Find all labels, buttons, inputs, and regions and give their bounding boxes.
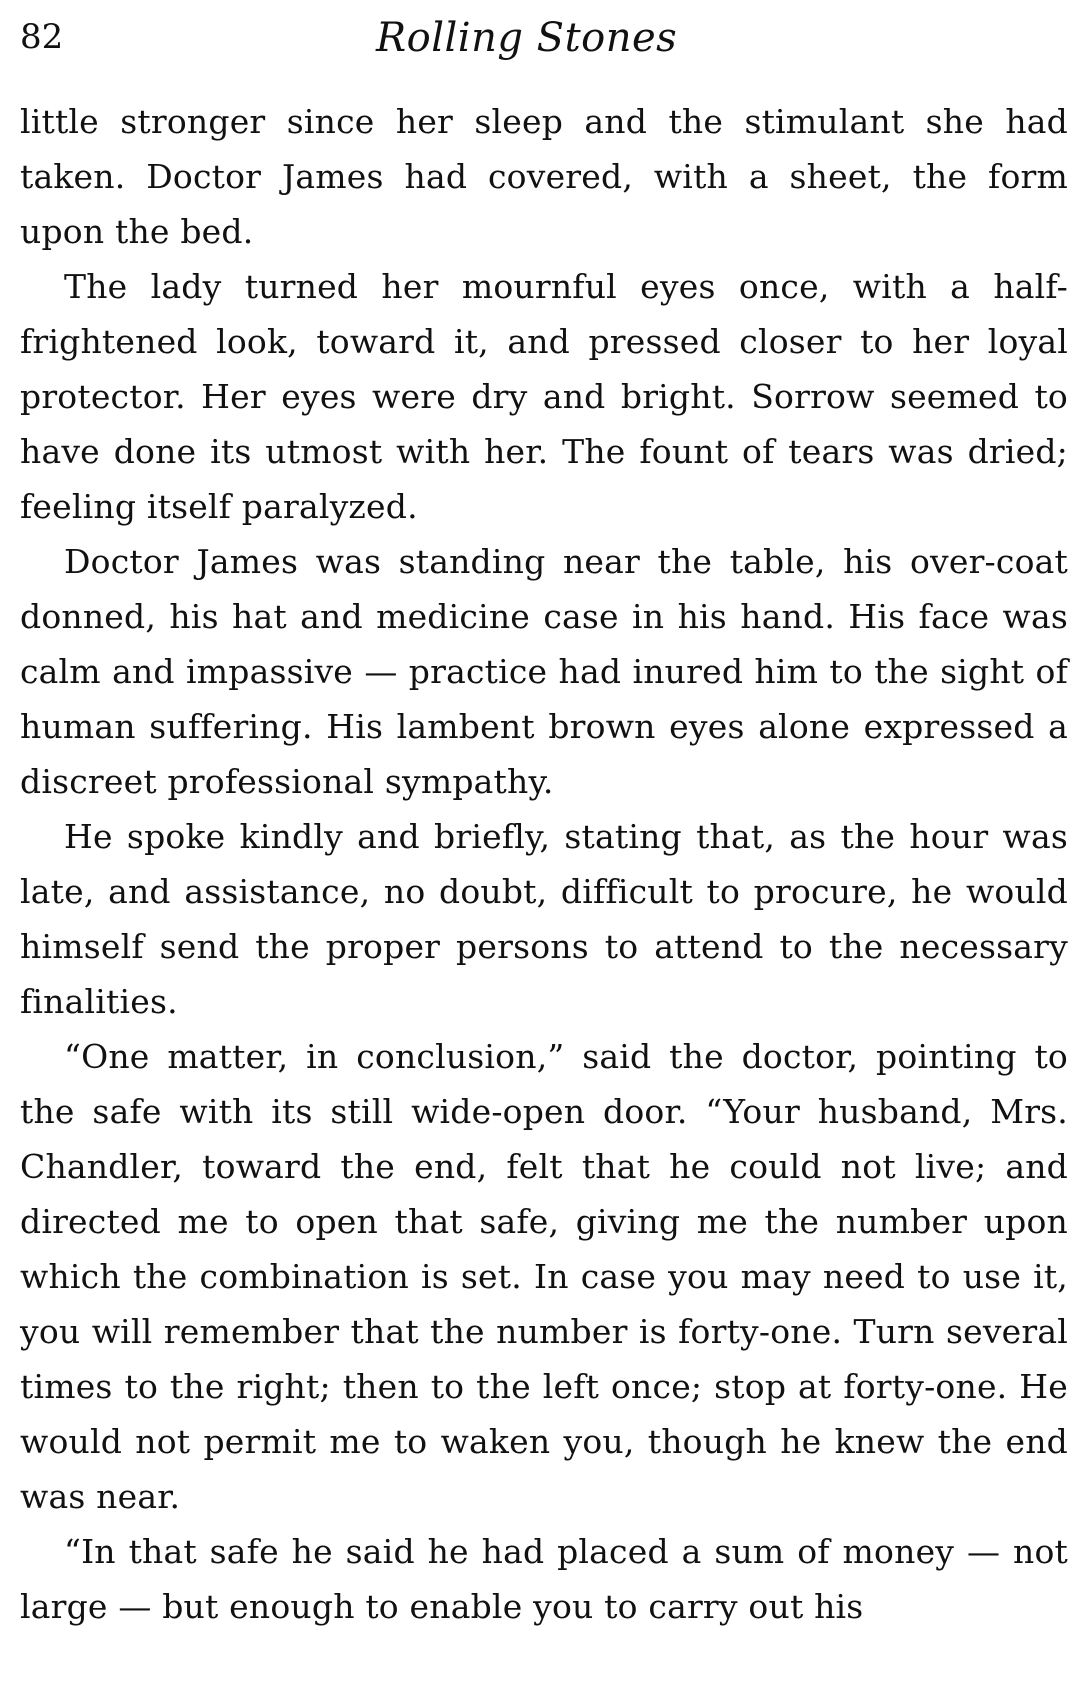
paragraph-lady-turned: The lady turned her mournful eyes once, with a half-frightened look, toward it, and pressed closer to her loyal protector. Her eyes were dry and bright. Sorrow seemed to have done its utmost with her. The fount of tears was dried; feeling itself paralyzed. [20, 267, 1068, 526]
paragraph-in-that-safe: “In that safe he said he had placed a sum of money — not large — but enough to enable you to carry out his [20, 1532, 1068, 1626]
running-title: Rolling Stones [376, 15, 678, 61]
paragraph-spoke-kindly: He spoke kindly and briefly, stating that, as the hour was late, and assistance, no doubt, difficult to procure, he would himself send the proper persons to attend to the necessary finalities. [20, 817, 1068, 1021]
paragraph-one-matter: “One matter, in conclusion,” said the doctor, pointing to the safe with its still wide-open door. “Your husband, Mrs. Chandler, toward the end, felt that he could not live; and directed me to open that safe, giving me the number upon which the combination is set. In case you may need to use it, you will remember that the number is forty-one. Turn several times to the right; then to the left once; stop at forty-one. He would not permit me to waken you, though he knew the end was near. [20, 1037, 1068, 1516]
body-text [20, 94, 1068, 1634]
running-head [20, 14, 1072, 84]
page-number: 82 [20, 17, 64, 57]
paragraph-continued: little stronger since her sleep and the stimulant she had taken. Doctor James had covered, with a sheet, the form upon the bed. [20, 102, 1068, 251]
paragraph-doctor-standing: Doctor James was standing near the table, his over-coat donned, his hat and medicine case in his hand. His face was calm and impassive — practice had inured him to the sight of human suffering. His lambent brown eyes alone expressed a discreet professional sympathy. [20, 542, 1068, 801]
